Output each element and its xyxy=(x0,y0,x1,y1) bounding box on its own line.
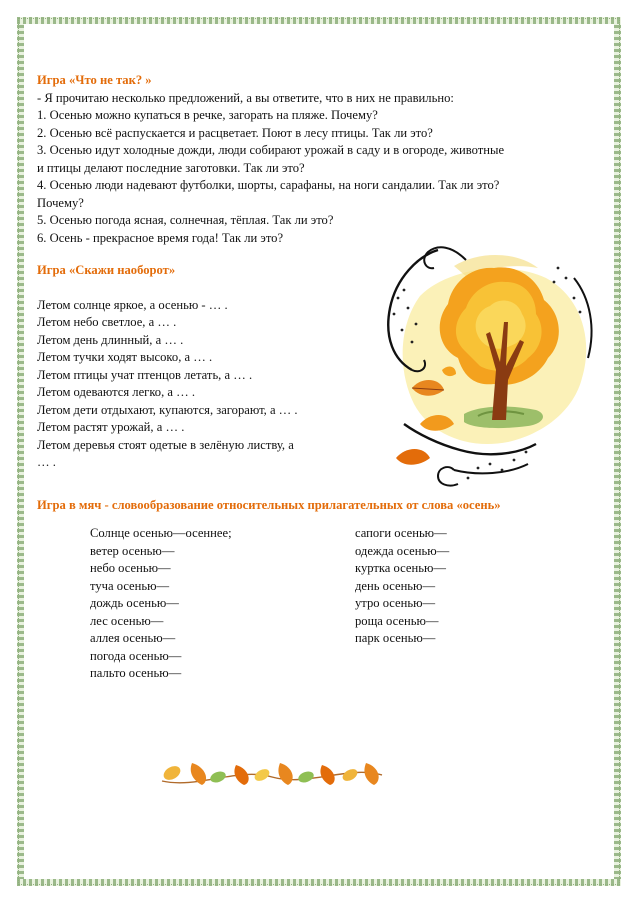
game1-line: 4. Осенью люди надевают футболки, шорты, сарафаны, на ноги сандалии. Так ли это? xyxy=(37,178,500,192)
game2-title: Игра «Скажи наоборот» xyxy=(37,263,176,277)
game2-line: Летом птицы учат птенцов летать, а … . xyxy=(37,367,253,382)
game1-line: 2. Осенью всё распускается и расцветает. Поют в лесу птицы. Так ли это? xyxy=(37,125,433,140)
word-item: роща осенью— xyxy=(355,613,439,628)
game2-line: Летом небо светлое, а … . xyxy=(37,315,177,329)
game2-line: Летом солнце яркое, а осенью - … . xyxy=(37,297,228,312)
game2-line: Летом тучки ходят высоко, а … . xyxy=(37,350,213,364)
word-item: пальто осенью— xyxy=(90,666,182,680)
game2-line: Летом дети отдыхают, купаются, загорают, а … . xyxy=(37,402,298,417)
game3-column-left xyxy=(90,525,340,683)
word-item: день осенью— xyxy=(355,578,436,593)
game1-line: 5. Осенью погода ясная, солнечная, тёплая. Так ли это? xyxy=(37,213,334,227)
game1-line: и птицы делают последние заготовки. Так ли это? xyxy=(37,160,305,175)
word-item: Солнце осенью—осеннее; xyxy=(90,526,232,540)
game2-line: Летом растят урожай, а … . xyxy=(37,420,185,434)
word-item: туча осенью— xyxy=(90,578,170,593)
autumn-tree-illustration xyxy=(368,238,600,496)
word-item: ветер осенью— xyxy=(90,543,175,558)
game3-title: Игра в мяч - словообразование относительных прилагательных от слова «осень» xyxy=(37,497,501,512)
word-item: лес осенью— xyxy=(90,613,164,628)
word-item: погода осенью— xyxy=(90,648,182,663)
word-item: одежда осенью— xyxy=(355,543,450,558)
word-item: куртка осенью— xyxy=(355,561,446,575)
word-item: дождь осенью— xyxy=(90,596,179,610)
game1-line: Почему? xyxy=(37,195,84,210)
word-item: небо осенью— xyxy=(90,561,171,575)
game1-title: Игра «Что не так? » xyxy=(37,73,152,87)
game2-line: Летом одеваются легко, а … . xyxy=(37,385,196,399)
game1-line: 6. Осень - прекрасное время года! Так ли это? xyxy=(37,230,284,245)
game2-line: … . xyxy=(37,455,56,469)
autumn-leaf-garland xyxy=(158,755,386,791)
word-item: аллея осенью— xyxy=(90,631,176,645)
word-item: сапоги осенью— xyxy=(355,526,447,540)
game2-line: Летом деревья стоят одетые в зелёную листву, а xyxy=(37,437,294,452)
game3-column-right xyxy=(355,525,555,648)
game1-line: 3. Осенью идут холодные дожди, люди собирают урожай в саду и в огороде, животные xyxy=(37,143,505,157)
game3-columns xyxy=(37,525,603,680)
game2-body xyxy=(37,297,367,472)
game2-line: Летом день длинный, а … . xyxy=(37,332,184,347)
game1-line: - Я прочитаю несколько предложений, а вы ответите, что в них не правильно: xyxy=(37,90,454,105)
game1-line: 1. Осенью можно купаться в речке, загорать на пляже. Почему? xyxy=(37,108,378,122)
word-item: утро осенью— xyxy=(355,596,436,610)
game1-body xyxy=(37,90,603,248)
word-item: парк осенью— xyxy=(355,631,436,645)
